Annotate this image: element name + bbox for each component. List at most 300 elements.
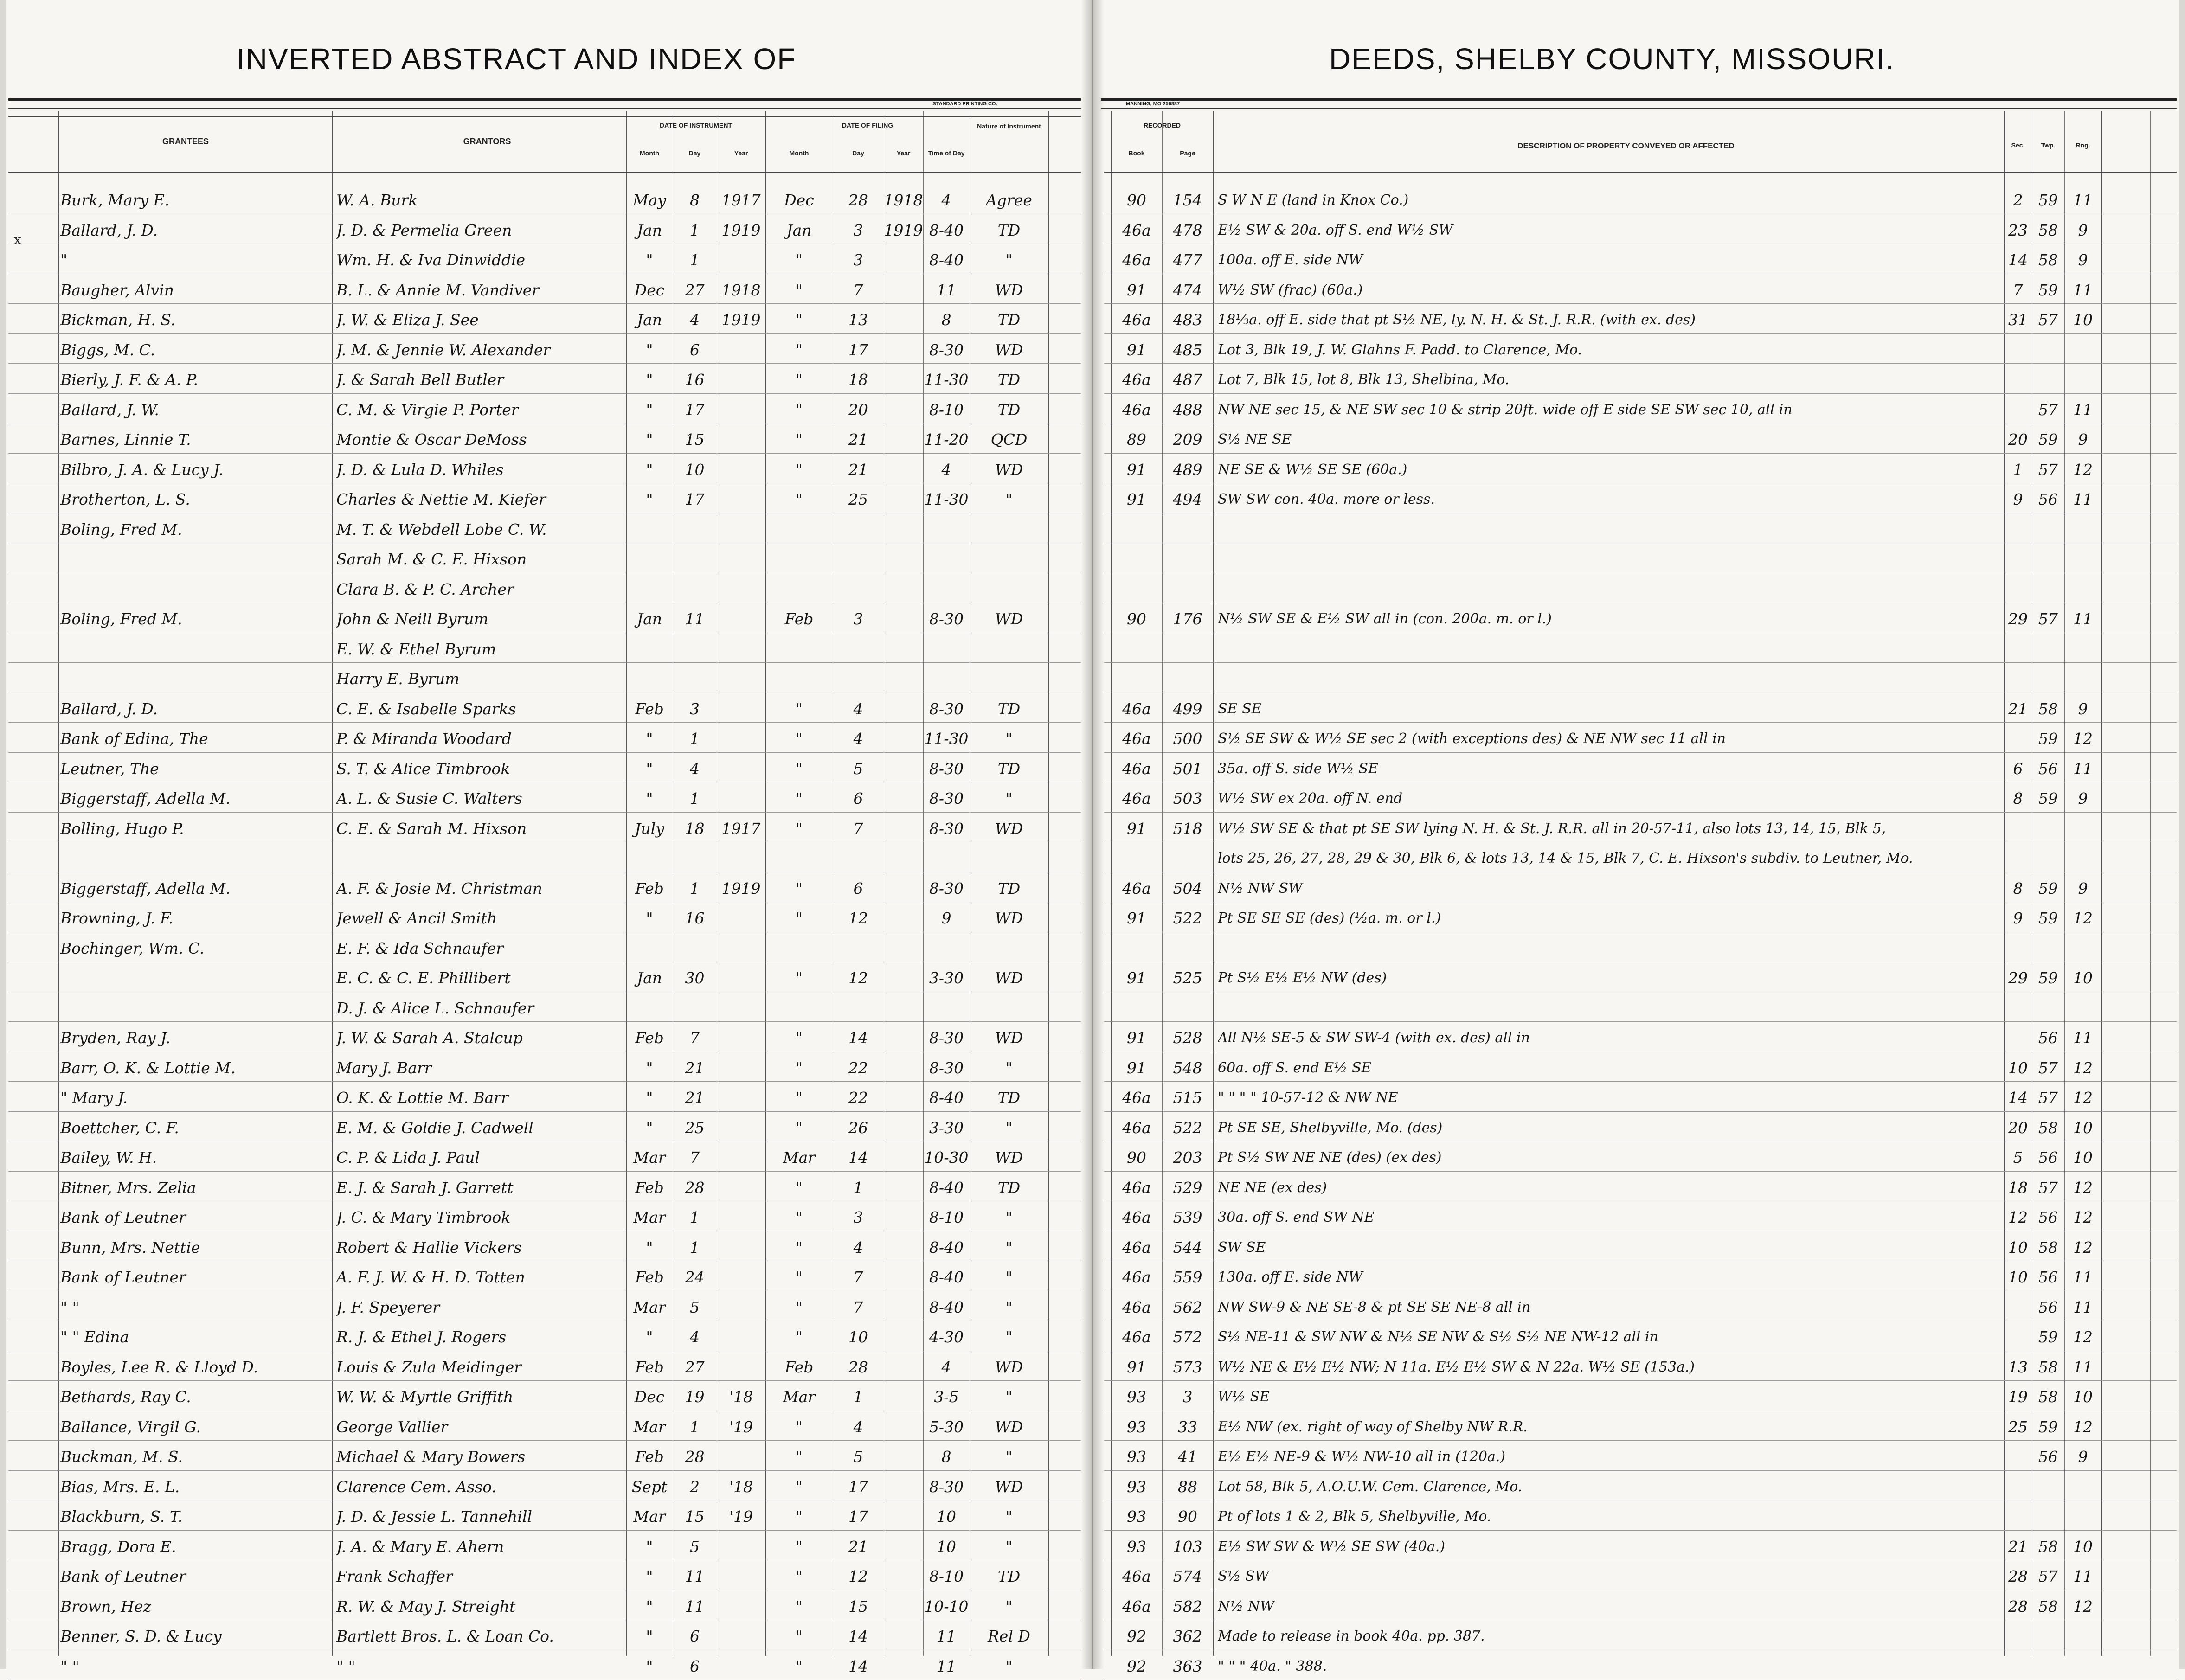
twp-cell: 57 (2038, 1089, 2058, 1107)
grantor-cell: M. T. & Webdell Lobe C. W. (336, 520, 547, 539)
grantee-cell: Biggerstaff, Adella M. (60, 789, 231, 808)
row-rule (1104, 1380, 2177, 1381)
rng-cell: 11 (2073, 1298, 2093, 1316)
description-cell: N½ NW (1218, 1598, 1274, 1615)
page-cell: 582 (1173, 1597, 1202, 1616)
rng-cell: 12 (2073, 1178, 2093, 1197)
inst-month-cell: " (646, 1238, 653, 1257)
description-cell: NW SW-9 & NE SE-8 & pt SE SE NE-8 all in (1218, 1299, 1531, 1315)
inst-day-cell: 1 (690, 789, 700, 808)
file-year-header: Year (896, 149, 911, 157)
nature-cell: WD (995, 1477, 1023, 1496)
file-day-cell: 18 (848, 371, 868, 389)
time-cell: 8-30 (929, 819, 964, 838)
sec-cell: 19 (2008, 1388, 2028, 1406)
rng-cell: 10 (2073, 311, 2093, 329)
description-cell: Lot 58, Blk 5, A.O.U.W. Cem. Clarence, Mo. (1218, 1478, 1523, 1495)
time-cell: 4 (941, 191, 951, 209)
page-cell: 518 (1173, 819, 1202, 838)
inst-month-cell: " (646, 490, 653, 508)
grantee-cell: Bryden, Ray J. (60, 1029, 171, 1047)
book-cell: 90 (1127, 1148, 1146, 1167)
page-cell: 499 (1173, 699, 1202, 718)
sec-cell: 29 (2008, 969, 2028, 987)
grantee-cell: Bethards, Ray C. (60, 1388, 191, 1406)
grantee-cell: Bochinger, Wm. C. (60, 939, 205, 957)
description-cell: Pt SE SE, Shelbyville, Mo. (des) (1218, 1119, 1443, 1136)
grantee-cell: Ballard, J. D. (60, 699, 158, 718)
file-day-cell: 17 (848, 340, 868, 359)
inst-month-cell: " (646, 430, 653, 449)
time-cell: 8-40 (929, 221, 964, 239)
rng-cell: 10 (2073, 969, 2093, 987)
file-month-cell: " (795, 1507, 803, 1526)
inst-day-cell: 6 (690, 1657, 700, 1675)
description-cell: lots 25, 26, 27, 28, 29 & 30, Blk 6, & lots 13, 14 & 15, Blk 7, C. E. Hixson's subdiv. to Leutner, Mo. (1218, 850, 1913, 866)
file-month-cell: " (795, 1298, 803, 1316)
time-cell: 8-10 (929, 1208, 964, 1226)
row-rule (1104, 812, 2177, 813)
grantor-cell: B. L. & Annie M. Vandiver (336, 281, 540, 299)
page-cell: 103 (1173, 1537, 1202, 1556)
file-day-cell: 13 (848, 311, 868, 329)
file-day-cell: 14 (848, 1657, 868, 1675)
file-day-cell: 3 (853, 251, 863, 269)
grantor-cell: C. M. & Virgie P. Porter (336, 400, 519, 419)
file-day-cell: 28 (848, 1358, 868, 1376)
time-cell: 9 (941, 909, 951, 927)
rng-cell: 9 (2078, 251, 2088, 269)
twp-cell: 56 (2038, 1298, 2058, 1316)
description-cell: E½ SW SW & W½ SE SW (40a.) (1218, 1538, 1445, 1555)
page-cell: 525 (1173, 969, 1202, 987)
nature-cell: WD (995, 460, 1023, 479)
inst-month-cell: " (646, 1597, 653, 1616)
twp-cell: 59 (2038, 430, 2058, 449)
nature-cell: TD (997, 400, 1021, 419)
grantor-cell: J. F. Speyerer (336, 1298, 440, 1316)
grantor-cell: W. W. & Myrtle Griffith (336, 1388, 514, 1406)
grantor-cell: Frank Schaffer (336, 1567, 453, 1585)
file-month-cell: " (795, 1597, 803, 1616)
page-cell: 501 (1173, 759, 1202, 778)
inst-month-cell: " (646, 759, 653, 778)
description-cell: 130a. off E. side NW (1218, 1269, 1363, 1285)
rng-cell: 12 (2073, 909, 2093, 927)
row-rule (1104, 752, 2177, 753)
time-of-day-header: Time of Day (928, 149, 965, 157)
time-cell: 4 (941, 460, 951, 479)
description-cell: S½ NE-11 & SW NW & N½ SE NW & S½ S½ NE NW-12 all in (1218, 1329, 1658, 1345)
rng-cell: 11 (2073, 1268, 2093, 1286)
sec-cell: 6 (2013, 759, 2023, 778)
time-cell: 4-30 (929, 1328, 964, 1346)
row-rule (1104, 1021, 2177, 1022)
grantee-cell: Bierly, J. F. & A. P. (60, 371, 198, 389)
inst-day-cell: 3 (690, 699, 700, 718)
description-cell: SE SE (1218, 700, 1262, 717)
file-month-cell: " (795, 819, 803, 838)
description-cell: Made to release in book 40a. pp. 387. (1218, 1628, 1485, 1644)
time-cell: 8-10 (929, 400, 964, 419)
nature-cell: " (1005, 1238, 1013, 1257)
inst-month-cell: Mar (633, 1417, 666, 1436)
page-cell: 539 (1173, 1208, 1202, 1226)
inst-month-cell: " (646, 251, 653, 269)
nature-cell: WD (995, 1417, 1023, 1436)
row-rule (8, 662, 1081, 663)
sec-cell: 13 (2008, 1358, 2028, 1376)
grantee-cell: Bolling, Hugo P. (60, 819, 184, 838)
nature-cell: TD (997, 1178, 1021, 1197)
rng-cell: 12 (2073, 1597, 2093, 1616)
nature-cell: TD (997, 371, 1021, 389)
time-cell: 8 (941, 311, 951, 329)
nature-cell: WD (995, 969, 1023, 987)
file-day-cell: 1 (853, 1388, 863, 1406)
inst-month-cell: " (646, 460, 653, 479)
grantor-cell: J. D. & Permelia Green (336, 221, 512, 239)
time-cell: 8-40 (929, 1178, 964, 1197)
recorded-header: RECORDED (1143, 122, 1181, 129)
grantor-cell: A. L. & Susie C. Walters (336, 789, 522, 808)
twp-cell: 58 (2038, 1597, 2058, 1616)
file-day-cell: 7 (853, 1268, 863, 1286)
row-rule (8, 1470, 1081, 1471)
inst-month-cell: Jan (636, 221, 662, 239)
grantee-cell: Biggerstaff, Adella M. (60, 879, 231, 898)
page-cell: 41 (1178, 1448, 1197, 1466)
time-cell: 10 (937, 1507, 956, 1526)
inst-month-cell: Mar (633, 1208, 666, 1226)
nature-cell: TD (997, 221, 1021, 239)
grantor-cell: A. F. J. W. & H. D. Totten (336, 1268, 525, 1286)
rng-cell: 12 (2073, 1328, 2093, 1346)
time-cell: 8 (941, 1448, 951, 1466)
row-rule (8, 303, 1081, 304)
inst-day-header: Day (688, 149, 701, 157)
description-cell: 60a. off S. end E½ SE (1218, 1059, 1372, 1076)
grantor-cell: George Vallier (336, 1417, 448, 1436)
inst-month-cell: " (646, 1657, 653, 1675)
inst-day-cell: 5 (690, 1298, 700, 1316)
book-cell: 46a (1122, 1178, 1151, 1197)
grantor-cell: J. D. & Jessie L. Tannehill (336, 1507, 532, 1526)
book-cell: 91 (1127, 909, 1146, 927)
book-header: Book (1128, 149, 1145, 157)
grantor-cell: J. C. & Mary Timbrook (336, 1208, 511, 1226)
twp-cell: 59 (2038, 191, 2058, 209)
grantor-cell: C. E. & Sarah M. Hixson (336, 819, 527, 838)
page-cell: 544 (1173, 1238, 1202, 1257)
grantor-cell: E. F. & Ida Schnaufer (336, 939, 504, 957)
grantor-cell: E. M. & Goldie J. Cadwell (336, 1118, 533, 1137)
time-cell: 8-40 (929, 1298, 964, 1316)
file-year-cell: 1919 (884, 221, 923, 239)
inst-month-cell: July (635, 819, 664, 838)
page-cell: 562 (1173, 1298, 1202, 1316)
inst-month-cell: Feb (635, 1448, 664, 1466)
nature-cell: TD (997, 759, 1021, 778)
twp-cell: 58 (2038, 1238, 2058, 1257)
file-month-cell: Dec (784, 191, 814, 209)
description-cell: NW NE sec 15, & NE SW sec 10 & strip 20ft. wide off E side SE SW sec 10, all in (1218, 401, 1793, 418)
rng-cell: 12 (2073, 1208, 2093, 1226)
file-month-cell: " (795, 1477, 803, 1496)
grantee-cell: Bank of Leutner (60, 1208, 186, 1226)
grantor-cell: John & Neill Byrum (336, 610, 488, 628)
inst-month-cell: " (646, 340, 653, 359)
twp-cell: 58 (2038, 699, 2058, 718)
inst-month-cell: Feb (635, 699, 664, 718)
inst-month-cell: Feb (635, 1268, 664, 1286)
grantor-cell: J. D. & Lula D. Whiles (336, 460, 504, 479)
grantee-cell: Boling, Fred M. (60, 520, 182, 539)
inst-month-cell: Jan (636, 969, 662, 987)
file-month-cell: Feb (784, 610, 814, 628)
book-cell: 46a (1122, 730, 1151, 748)
nature-cell: TD (997, 879, 1021, 898)
description-header: DESCRIPTION OF PROPERTY CONVEYED OR AFFECTED (1517, 141, 1735, 150)
file-month-cell: " (795, 759, 803, 778)
description-cell: NE NE (ex des) (1218, 1179, 1327, 1196)
sec-cell: 20 (2008, 1118, 2028, 1137)
row-rule (8, 1111, 1081, 1112)
rng-cell: 11 (2073, 400, 2093, 419)
file-day-cell: 25 (848, 490, 868, 508)
description-cell: SW SW con. 40a. more or less. (1218, 491, 1435, 507)
grantee-cell: Bank of Leutner (60, 1268, 186, 1286)
description-cell: Lot 3, Blk 19, J. W. Glahns F. Padd. to Clarence, Mo. (1218, 341, 1582, 358)
grantor-cell: J. A. & Mary E. Ahern (336, 1537, 504, 1556)
page-cell: 515 (1173, 1089, 1202, 1107)
rng-cell: 10 (2073, 1148, 2093, 1167)
grantor-cell: E. C. & C. E. Phillibert (336, 969, 511, 987)
book-cell: 91 (1127, 819, 1146, 838)
row-rule (1104, 1111, 2177, 1112)
grantor-cell: Clara B. & P. C. Archer (336, 580, 514, 598)
header-rule (1104, 172, 2177, 173)
inst-year-cell: 1919 (721, 311, 761, 329)
grantor-cell: R. W. & May J. Streight (336, 1597, 516, 1616)
sec-cell: 9 (2013, 909, 2023, 927)
header-rule (8, 116, 1081, 117)
row-rule (8, 812, 1081, 813)
grantee-cell: Buckman, M. S. (60, 1448, 183, 1466)
page-cell: 522 (1173, 1118, 1202, 1137)
description-cell: N½ NW SW (1218, 880, 1303, 897)
twp-cell: 58 (2038, 1118, 2058, 1137)
time-cell: 8-30 (929, 699, 964, 718)
grantee-cell: Bias, Mrs. E. L. (60, 1477, 180, 1496)
inst-year-cell: '18 (729, 1388, 753, 1406)
inst-day-cell: 6 (690, 340, 700, 359)
sec-cell: 29 (2008, 610, 2028, 628)
inst-day-cell: 4 (690, 311, 700, 329)
page-cell: 363 (1173, 1657, 1202, 1675)
time-cell: 8-30 (929, 1477, 964, 1496)
page-cell: 88 (1178, 1477, 1197, 1496)
nature-cell: Rel D (988, 1627, 1030, 1645)
grantee-cell: Boettcher, C. F. (60, 1118, 179, 1137)
nature-cell: " (1005, 251, 1013, 269)
description-cell: S½ SW (1218, 1568, 1269, 1584)
file-month-cell: " (795, 1029, 803, 1047)
page-cell: 90 (1178, 1507, 1197, 1526)
page-cell: 483 (1173, 311, 1202, 329)
grantee-cell: " " (60, 1657, 79, 1675)
nature-cell: " (1005, 1328, 1013, 1346)
nature-cell: WD (995, 610, 1023, 628)
inst-day-cell: 8 (690, 191, 700, 209)
file-month-cell: " (795, 1657, 803, 1675)
time-cell: 8-40 (929, 1089, 964, 1107)
rng-cell: 11 (2073, 1029, 2093, 1047)
grantor-cell: Charles & Nettie M. Kiefer (336, 490, 546, 508)
nature-cell: TD (997, 311, 1021, 329)
grantor-cell: Michael & Mary Bowers (336, 1448, 526, 1466)
grantor-cell: C. P. & Lida J. Paul (336, 1148, 480, 1167)
grantor-cell: Sarah M. & C. E. Hixson (336, 550, 527, 568)
time-cell: 8-40 (929, 1268, 964, 1286)
time-cell: 8-30 (929, 340, 964, 359)
book-cell: 89 (1127, 430, 1146, 449)
file-day-cell: 21 (848, 460, 868, 479)
description-cell: W½ SW (frac) (60a.) (1218, 282, 1363, 298)
time-cell: 3-30 (929, 969, 964, 987)
top-rule-thin (8, 108, 1084, 109)
inst-day-cell: 4 (690, 1328, 700, 1346)
inst-day-cell: 11 (685, 1567, 705, 1585)
inst-day-cell: 1 (690, 879, 700, 898)
file-month-cell: " (795, 1567, 803, 1585)
rng-cell: 9 (2078, 221, 2088, 239)
book-cell: 93 (1127, 1388, 1146, 1406)
book-cell: 90 (1127, 610, 1146, 628)
book-cell: 46a (1122, 759, 1151, 778)
page-cell: 33 (1178, 1417, 1197, 1436)
page-cell: 503 (1173, 789, 1202, 808)
page-cell: 176 (1173, 610, 1202, 628)
grantee-cell: Bailey, W. H. (60, 1148, 157, 1167)
page-cell: 500 (1173, 730, 1202, 748)
grantee-cell: Benner, S. D. & Lucy (60, 1627, 222, 1645)
sec-cell: 5 (2013, 1148, 2023, 1167)
book-cell: 93 (1127, 1537, 1146, 1556)
file-day-cell: 14 (848, 1029, 868, 1047)
twp-cell: 59 (2038, 281, 2058, 299)
twp-cell: 56 (2038, 1208, 2058, 1226)
inst-day-cell: 11 (685, 610, 705, 628)
inst-month-cell: Mar (633, 1148, 666, 1167)
twp-cell: 56 (2038, 759, 2058, 778)
grantee-cell: Brotherton, L. S. (60, 490, 190, 508)
file-day-cell: 15 (848, 1597, 868, 1616)
book-cell: 91 (1127, 460, 1146, 479)
description-cell: " " " " 10-57-12 & NW NE (1218, 1090, 1398, 1106)
inst-day-cell: 16 (685, 371, 705, 389)
file-day-cell: 4 (853, 1238, 863, 1257)
file-day-cell: 22 (848, 1058, 868, 1077)
rng-cell: 11 (2073, 1358, 2093, 1376)
book-cell: 46a (1122, 789, 1151, 808)
file-month-cell: " (795, 1417, 803, 1436)
book-cell: 93 (1127, 1417, 1146, 1436)
right-page-title: DEEDS, SHELBY COUNTY, MISSOURI. (1329, 42, 1895, 76)
grantee-cell: Browning, J. F. (60, 909, 174, 927)
grantor-cell: J. & Sarah Bell Butler (336, 371, 504, 389)
inst-day-cell: 10 (685, 460, 705, 479)
col-line (2150, 111, 2151, 1656)
file-day-cell: 4 (853, 730, 863, 748)
twp-header: Twp. (2041, 141, 2056, 149)
file-day-cell: 12 (848, 969, 868, 987)
file-day-cell: 10 (848, 1328, 868, 1346)
time-cell: 8-30 (929, 789, 964, 808)
inst-day-cell: 5 (690, 1537, 700, 1556)
twp-cell: 57 (2038, 1178, 2058, 1197)
inst-day-cell: 1 (690, 730, 700, 748)
file-day-cell: 17 (848, 1507, 868, 1526)
twp-cell: 59 (2038, 730, 2058, 748)
book-cell: 93 (1127, 1507, 1146, 1526)
file-day-cell: 6 (853, 879, 863, 898)
book-cell: 46a (1122, 221, 1151, 239)
row-rule (1104, 1530, 2177, 1531)
nature-cell: " (1005, 1268, 1013, 1286)
book-cell: 93 (1127, 1477, 1146, 1496)
page-header: Page (1180, 149, 1195, 157)
description-cell: E½ NW (ex. right of way of Shelby NW R.R. (1218, 1418, 1528, 1435)
nature-cell: " (1005, 1208, 1013, 1226)
row-rule (8, 1081, 1081, 1082)
grantee-cell: Blackburn, S. T. (60, 1507, 183, 1526)
grantor-cell: W. A. Burk (336, 191, 418, 209)
inst-day-cell: 4 (690, 759, 700, 778)
nature-cell: TD (997, 1567, 1021, 1585)
file-month-cell: " (795, 969, 803, 987)
file-month-cell: " (795, 311, 803, 329)
nature-cell: WD (995, 1358, 1023, 1376)
nature-cell: WD (995, 1029, 1023, 1047)
book-cell: 46a (1122, 1208, 1151, 1226)
description-cell: Lot 7, Blk 15, lot 8, Blk 13, Shelbina, Mo. (1218, 372, 1510, 388)
inst-year-cell: '19 (729, 1507, 753, 1526)
file-day-cell: 7 (853, 1298, 863, 1316)
book-cell: 46a (1122, 1089, 1151, 1107)
page-cell: 478 (1173, 221, 1202, 239)
time-cell: 11-30 (924, 730, 969, 748)
description-cell: " " " 40a. " 388. (1218, 1658, 1327, 1674)
row-rule (1104, 453, 2177, 454)
inst-year-cell: '18 (729, 1477, 753, 1496)
description-cell: W½ SE (1218, 1389, 1270, 1405)
grantor-cell: Clarence Cem. Asso. (336, 1477, 497, 1496)
inst-month-cell: " (646, 1627, 653, 1645)
twp-cell: 57 (2038, 1058, 2058, 1077)
grantor-cell: Harry E. Byrum (336, 670, 460, 688)
file-day-cell: 26 (848, 1118, 868, 1137)
grantees-header: GRANTEES (162, 137, 209, 146)
time-cell: 8-30 (929, 879, 964, 898)
file-month-cell: " (795, 909, 803, 927)
time-cell: 11-30 (924, 371, 969, 389)
col-line (1213, 111, 1214, 1656)
book-cell: 91 (1127, 340, 1146, 359)
file-day-cell: 5 (853, 759, 863, 778)
grantee-cell: Bunn, Mrs. Nettie (60, 1238, 200, 1257)
time-cell: 11 (937, 1657, 956, 1675)
